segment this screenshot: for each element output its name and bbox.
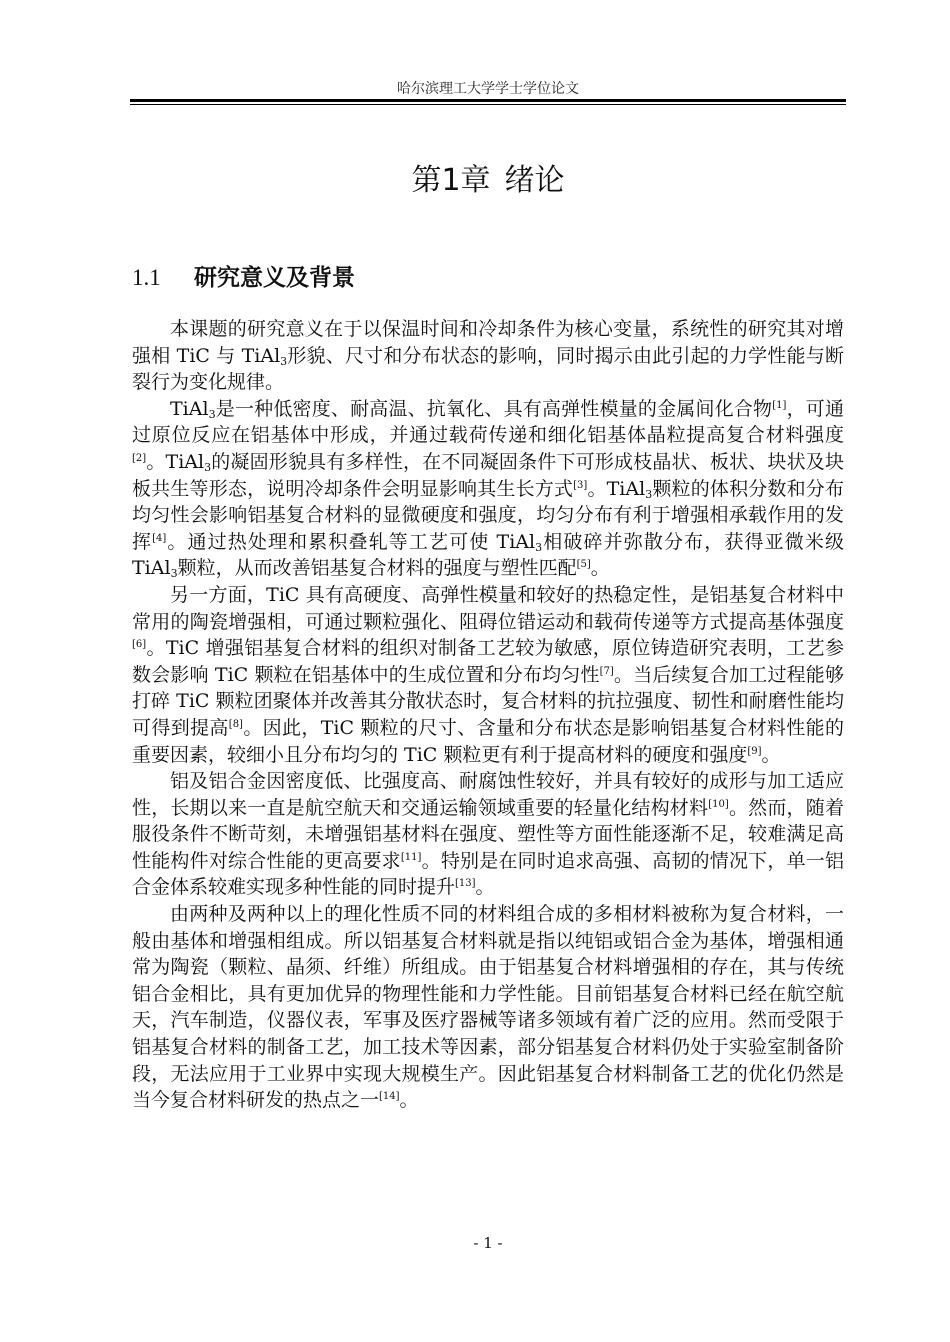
subscript: 3: [280, 354, 288, 368]
subscript: 3: [170, 567, 178, 581]
citation-ref: [7]: [599, 665, 614, 677]
text-run: 是一种低密度、耐高温、抗氧化、具有高弹性模量的金属间化合物: [215, 397, 773, 420]
chapter-name: 绪论: [504, 163, 565, 198]
text-run: 。TiC 增强铝基复合材料的组织对制备工艺较为敏感，原位铸造研究表明，工艺参数会影响 TiC 颗粒在铝基体中的生成位置和分布均匀性: [132, 637, 844, 686]
citation-ref: [3]: [573, 479, 588, 491]
text-run: 。通过热处理和累积叠轧等工艺可使 TiAl: [166, 530, 536, 553]
running-header: 哈尔滨理工大学学士学位论文: [397, 81, 579, 97]
paragraph: [132, 316, 844, 396]
citation-ref: [4]: [152, 532, 167, 544]
text-run: ，可通过原位反应在铝基体中形成，并通过载荷传递和细化铝基体晶粒提高复合材料强度: [132, 397, 844, 447]
citation-ref: [9]: [747, 745, 762, 757]
citation-ref: [13]: [455, 878, 476, 890]
text-run: 。TiAl: [146, 450, 205, 473]
text-run: 颗粒的体积分数和分布均匀性会影响铝基复合材料的显微硬度和强度，均匀分布有利于增强相承载作用的发挥: [132, 477, 844, 553]
text-run: 。因此，TiC 颗粒的尺寸、含量和分布状态是影响铝基复合材料性能的重要因素，较细小且分布均匀的 TiC 颗粒更有利于提高材料的硬度和强度: [132, 716, 844, 766]
section-heading: [132, 259, 355, 292]
citation-ref: [2]: [132, 452, 147, 464]
citation-ref: [5]: [576, 559, 591, 571]
text-run: 的凝固形貌具有多样性，在不同凝固条件下可形成枝晶状、板状、块状及块板共生等形态，说明冷却条件会明显影响其生长方式: [132, 450, 844, 500]
text-run: 形貌、尺寸和分布状态的影响，同时揭示由此引起的力学性能与断裂行为变化规律。: [132, 344, 844, 394]
citation-ref: [1]: [772, 399, 787, 411]
text-run: 铝及铝合金因密度低、比强度高、耐腐蚀性较好，并具有较好的成形与加工适应性，长期以来一直是航空航天和交通运输领域重要的轻量化结构材料: [132, 770, 844, 819]
text-run: 。特别是在同时追求高强、高韧的情况下，单一铝合金体系较难实现多种性能的同时提升: [132, 849, 844, 899]
text-run: 。TiAl: [587, 477, 646, 500]
citation-ref: [8]: [228, 718, 243, 730]
text-run: 。然而，随着服役条件不断苛刻，未增强铝基材料在强度、塑性等方面性能逐渐不足，较难满足高性能构件对综合性能的更高要求: [132, 796, 844, 872]
subscript: 3: [208, 407, 216, 421]
paragraph: [132, 901, 844, 1114]
paragraph: [132, 396, 844, 582]
section-number: 1.1: [132, 265, 161, 290]
text-run: 颗粒，从而改善铝基复合材料的强度与塑性匹配: [177, 557, 577, 580]
text-run: 相破碎并弥散分布，获得亚微米级 TiAl: [132, 530, 844, 580]
text-run: 本课题的研究意义在于以保温时间和冷却条件为核心变量，系统性的研究其对增强相 TiC 与 TiAl: [132, 318, 844, 367]
citation-ref: [11]: [400, 851, 422, 863]
chapter-label: 第1章: [411, 163, 491, 198]
citation-ref: [14]: [379, 1091, 400, 1103]
text-run: 另一方面，TiC 具有高硬度、高弹性模量和较好的热稳定性，是铝基复合材料中常用的陶瓷增强相，可通过颗粒强化、阻碍位错运动和载荷传递等方式提高基体强度: [132, 583, 844, 633]
body-text: [132, 316, 844, 1114]
text-run: 。: [399, 1089, 419, 1112]
text-run: 。: [761, 743, 781, 766]
subscript: 3: [645, 487, 653, 501]
paragraph: [132, 768, 844, 901]
text-run: 。: [475, 876, 495, 899]
header-rule-thick: [130, 99, 846, 102]
text-run: 由两种及两种以上的理化性质不同的材料组合成的多相材料被称为复合材料，一般由基体和增强相组成。所以铝基复合材料就是指以纯铝或铝合金为基体，增强相通常为陶瓷（颗粒、晶须、纤维）所组成。由于铝基复合材料增强相的存在，其与传统铝合金相比，具有更加优异的物理性能和力学性能。目前铝基复合材料已经在航空航天，汽车制造，仪器仪表，军事及医疗器械等诸多领域有着广泛的应用。然而受限于铝基复合材料的制备工艺，加工技术等因素，部分铝基复合材料仍处于实验室制备阶段，无法应用于工业界中实现大规模生产。因此铝基复合材料制备工艺的优化仍然是当今复合材料研发的热点之一: [132, 903, 844, 1112]
header-rule-thin: [130, 104, 846, 105]
text-run: TiAl: [170, 397, 209, 420]
subscript: 3: [535, 540, 543, 554]
paragraph: [132, 582, 844, 768]
subscript: 3: [204, 460, 212, 474]
chapter-title: [130, 155, 846, 199]
section-title: 研究意义及背景: [194, 265, 355, 291]
page-number: - 1 -: [473, 1234, 503, 1252]
text-run: 。当后续复合加工过程能够打碎 TiC 颗粒团聚体并改善其分散状态时，复合材料的抗拉强度、韧性和耐磨性能均可得到提高: [132, 663, 844, 739]
text-run: 。: [590, 557, 610, 580]
citation-ref: [6]: [132, 639, 147, 651]
citation-ref: [10]: [708, 798, 729, 810]
